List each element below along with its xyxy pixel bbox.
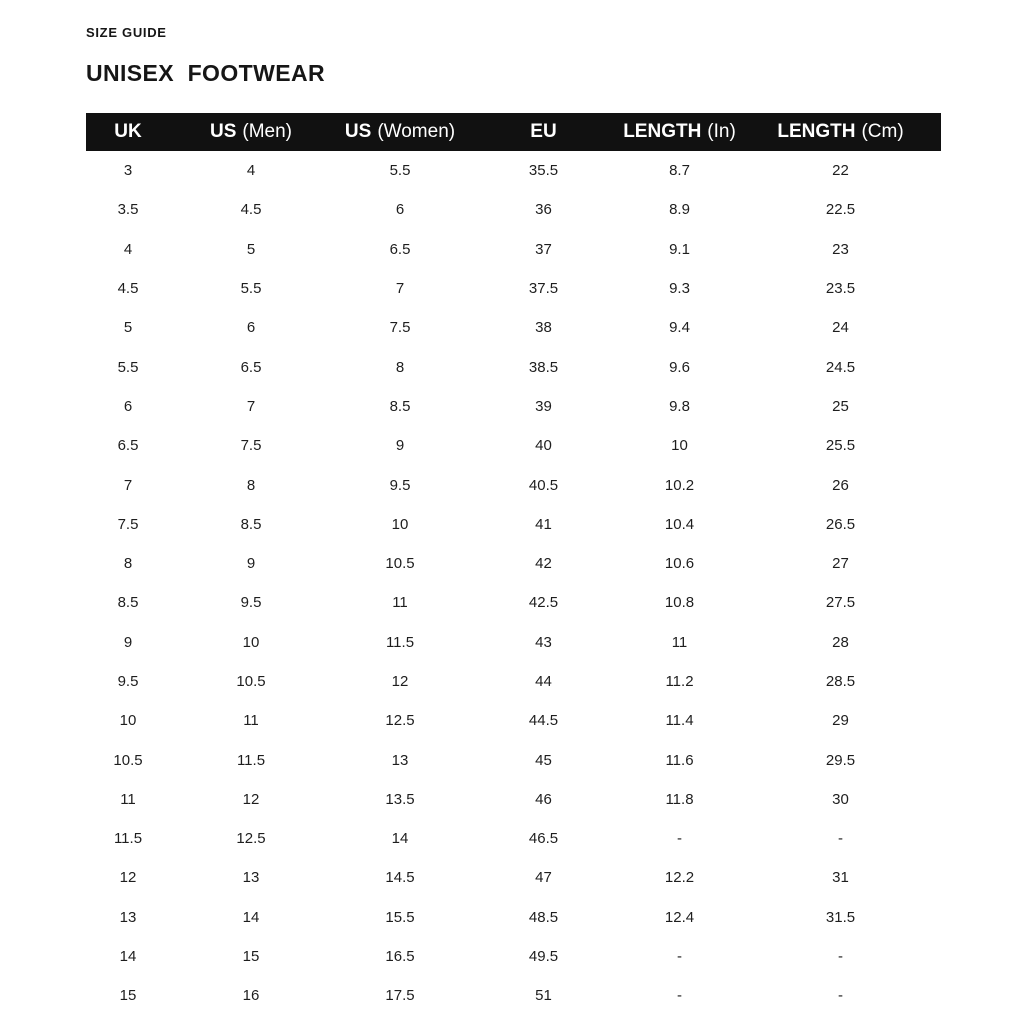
col-header-us-women: US (Women) <box>332 113 468 151</box>
col-header-uk-label: UK <box>114 121 142 142</box>
size-cell: 10 <box>391 515 409 533</box>
size-cell: 9.5 <box>389 476 411 494</box>
size-cell: 12 <box>119 869 137 887</box>
table-row <box>86 583 941 622</box>
size-cell: 5.5 <box>389 162 411 180</box>
size-cell: 9 <box>123 633 133 651</box>
size-cell: 26 <box>832 476 849 494</box>
size-cell: 46 <box>535 790 552 808</box>
size-cell: 7.5 <box>389 319 411 337</box>
table-row <box>86 623 941 662</box>
size-cell: 12 <box>242 790 260 808</box>
size-cell: 11 <box>392 594 408 612</box>
size-cell: 5 <box>123 319 133 337</box>
size-table-body <box>86 151 941 1016</box>
size-cell: 5.5 <box>240 280 262 298</box>
size-cell: 11 <box>120 790 136 808</box>
size-cell: 26.5 <box>825 515 856 533</box>
table-row <box>86 387 941 426</box>
table-row <box>86 544 941 583</box>
table-row <box>86 819 941 858</box>
size-cell: 3 <box>123 162 133 180</box>
table-row <box>86 190 941 229</box>
size-cell: 30 <box>832 790 849 808</box>
size-cell: 22.5 <box>825 201 856 219</box>
size-cell: 14 <box>119 948 137 966</box>
size-cell: 7.5 <box>117 515 139 533</box>
size-cell: 40.5 <box>528 476 559 494</box>
size-cell: 37 <box>535 240 552 258</box>
size-cell: 10.2 <box>664 476 695 494</box>
col-header-length-in-label: LENGTH <box>623 121 702 142</box>
size-cell: 7 <box>246 397 256 415</box>
size-cell: 16 <box>242 987 260 1005</box>
size-cell: 10.5 <box>385 555 415 573</box>
table-row <box>86 151 941 190</box>
size-cell: 15.5 <box>385 908 415 926</box>
table-row <box>86 269 941 308</box>
size-cell: 6.5 <box>240 358 262 376</box>
size-cell: 10.8 <box>664 594 695 612</box>
table-row <box>86 662 941 701</box>
size-cell: 25.5 <box>825 437 856 455</box>
size-cell: 4 <box>123 240 133 258</box>
size-cell: 41 <box>535 515 552 533</box>
size-cell: 7 <box>123 476 133 494</box>
size-cell: 8 <box>123 555 133 573</box>
size-cell: 45 <box>535 751 552 769</box>
size-cell: 47 <box>535 869 552 887</box>
col-header-eu-label: EU <box>530 121 557 142</box>
size-cell: 14 <box>242 908 260 926</box>
table-row <box>86 308 941 347</box>
size-cell: 12.5 <box>385 712 415 730</box>
size-cell: 11.5 <box>113 830 143 848</box>
page-title: UNISEX FOOTWEAR <box>86 60 325 86</box>
size-cell: 43 <box>535 633 552 651</box>
size-cell: 44 <box>535 673 552 690</box>
size-cell: 51 <box>535 987 552 1005</box>
size-cell: 10.5 <box>113 751 143 769</box>
size-cell: 24.5 <box>825 358 856 376</box>
size-cell: 9.4 <box>669 319 690 337</box>
size-cell: - <box>677 948 682 966</box>
size-cell: 10.4 <box>664 515 695 533</box>
size-cell: 6 <box>123 397 133 415</box>
size-cell: 23.5 <box>825 280 856 298</box>
size-cell: 15 <box>119 987 137 1005</box>
size-cell: 29 <box>832 712 849 730</box>
size-cell: - <box>677 987 682 1005</box>
size-cell: 11 <box>671 633 688 651</box>
size-cell: 6.5 <box>117 437 139 455</box>
size-cell: - <box>838 987 843 1005</box>
size-cell: 8 <box>246 476 256 494</box>
size-cell: 11.6 <box>665 751 694 769</box>
table-row <box>86 937 941 976</box>
size-cell: 14.5 <box>385 869 415 887</box>
size-cell: 9.5 <box>117 673 139 690</box>
size-cell: 22 <box>832 162 849 180</box>
size-cell: 10.6 <box>664 555 695 573</box>
size-cell: 9.5 <box>240 594 262 612</box>
size-cell: 8.5 <box>240 515 262 533</box>
size-cell: 11.4 <box>665 712 694 730</box>
size-cell: 28 <box>832 633 849 651</box>
size-cell: 42 <box>535 555 552 573</box>
col-header-us-men-label: US <box>209 121 237 142</box>
size-cell: 10 <box>119 712 137 730</box>
size-cell: 12.2 <box>664 869 695 887</box>
size-cell: 10.5 <box>236 673 266 690</box>
size-cell: 9.3 <box>669 280 690 298</box>
table-row <box>86 701 941 740</box>
size-cell: 4 <box>246 162 256 180</box>
table-row <box>86 740 941 779</box>
size-cell: 4.5 <box>240 201 262 219</box>
size-cell: 24 <box>832 319 849 337</box>
size-cell: 27.5 <box>825 594 856 612</box>
size-cell: 13 <box>119 908 137 926</box>
table-row <box>86 426 941 465</box>
col-header-us-women-label: US <box>344 121 372 142</box>
size-cell: 37.5 <box>528 280 559 298</box>
table-row <box>86 858 941 897</box>
size-cell: 31 <box>832 869 849 887</box>
size-cell: 13.5 <box>385 790 415 808</box>
size-cell: 12 <box>391 673 409 690</box>
size-cell: 9.6 <box>669 358 690 376</box>
col-header-eu <box>468 113 619 151</box>
size-cell: 42.5 <box>528 594 559 612</box>
size-cell: - <box>838 948 843 966</box>
size-cell: 11.8 <box>665 790 694 808</box>
size-cell: 10 <box>242 633 260 651</box>
table-row <box>86 898 941 937</box>
size-cell: 39 <box>535 397 552 415</box>
size-cell: 6.5 <box>389 240 411 258</box>
size-cell: 36 <box>535 201 552 219</box>
col-header-length-cm-label: LENGTH <box>777 121 856 142</box>
table-row <box>86 347 941 386</box>
size-cell: 4.5 <box>117 280 139 298</box>
size-cell: 38.5 <box>528 358 559 376</box>
table-row <box>86 780 941 819</box>
table-row <box>86 976 941 1015</box>
size-cell: - <box>677 830 682 848</box>
size-cell: 13 <box>242 869 260 887</box>
size-cell: 14 <box>391 830 409 848</box>
size-cell: 8 <box>395 358 405 376</box>
size-cell: 6 <box>395 201 405 219</box>
col-header-length-cm: LENGTH (Cm) <box>740 113 941 151</box>
size-cell: 12.4 <box>664 908 695 926</box>
table-header-row <box>86 113 941 151</box>
col-header-us-men: US (Men) <box>170 113 332 151</box>
size-cell: 3.5 <box>117 201 139 219</box>
size-cell: 17.5 <box>385 987 415 1005</box>
table-row <box>86 230 941 269</box>
col-header-length-in: LENGTH (In) <box>619 113 740 151</box>
size-cell: 11.2 <box>665 673 694 690</box>
size-guide-label: SIZE GUIDE <box>86 25 167 40</box>
size-cell: 11 <box>243 712 259 730</box>
size-cell: 10 <box>671 437 688 455</box>
size-cell: 13 <box>391 751 409 769</box>
size-cell: 16.5 <box>385 948 415 966</box>
size-cell: 35.5 <box>528 162 559 180</box>
size-cell: 9 <box>246 555 256 573</box>
size-cell: 9 <box>395 437 405 455</box>
table-row <box>86 465 941 504</box>
size-cell: 15 <box>242 948 260 966</box>
size-cell: 31.5 <box>825 908 856 926</box>
size-cell: 8.5 <box>117 594 139 612</box>
size-cell: 9.1 <box>669 240 690 258</box>
size-cell: 38 <box>535 319 552 337</box>
size-table <box>86 113 941 1016</box>
size-cell: 11.5 <box>385 633 415 651</box>
size-cell: 48.5 <box>528 908 559 926</box>
size-cell: 8.5 <box>389 397 411 415</box>
size-cell: 23 <box>832 240 849 258</box>
size-cell: 40 <box>535 437 552 455</box>
size-cell: - <box>838 830 843 848</box>
size-cell: 8.7 <box>669 162 690 180</box>
col-header-uk <box>86 113 170 151</box>
size-cell: 5 <box>246 240 256 258</box>
size-cell: 49.5 <box>528 948 559 966</box>
size-cell: 25 <box>832 397 849 415</box>
size-cell: 6 <box>246 319 256 337</box>
size-cell: 28.5 <box>825 673 856 690</box>
table-row <box>86 505 941 544</box>
size-cell: 12.5 <box>236 830 266 848</box>
size-cell: 11.5 <box>236 751 266 769</box>
size-cell: 5.5 <box>117 358 139 376</box>
size-cell: 27 <box>832 555 849 573</box>
size-cell: 7 <box>395 280 405 298</box>
size-cell: 44.5 <box>528 712 559 730</box>
size-cell: 9.8 <box>669 397 690 415</box>
size-cell: 46.5 <box>528 830 559 848</box>
size-cell: 8.9 <box>669 201 690 219</box>
size-cell: 29.5 <box>825 751 856 769</box>
size-cell: 7.5 <box>240 437 262 455</box>
